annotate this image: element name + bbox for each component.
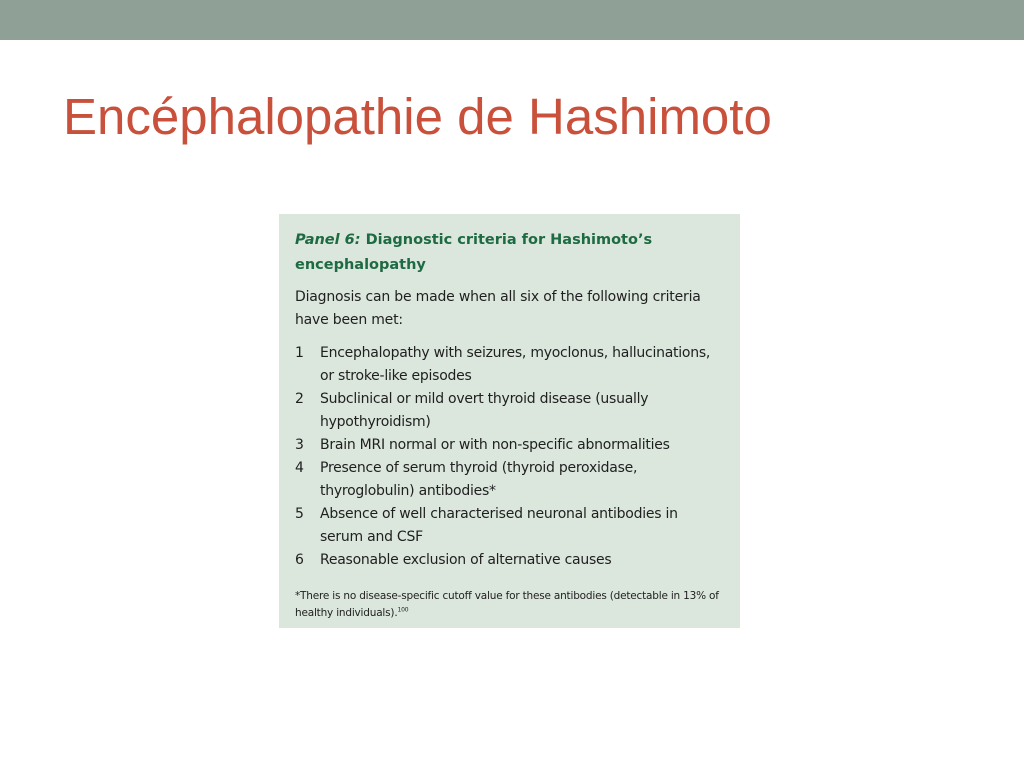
criteria-list xyxy=(295,342,724,572)
footnote-text: *There is no disease-specific cutoff value for these antibodies (detectable in 13% of healthy individuals). xyxy=(295,590,719,619)
slide-title: Encéphalopathie de Hashimoto xyxy=(63,88,772,145)
diagnostic-criteria-panel xyxy=(279,214,740,628)
footnote-reference: 100 xyxy=(397,606,409,614)
criterion-text: Subclinical or mild overt thyroid disease (usually hypothyroidism) xyxy=(320,391,649,430)
criterion-item xyxy=(295,434,724,457)
criterion-item xyxy=(295,503,724,549)
criterion-item xyxy=(295,388,724,434)
criterion-number: 2 xyxy=(295,391,304,407)
criterion-number: 4 xyxy=(295,460,304,476)
criterion-number: 3 xyxy=(295,437,304,453)
criterion-text: Encephalopathy with seizures, myoclonus, hallucinations, or stroke-like episodes xyxy=(320,345,711,384)
panel-footnote xyxy=(295,588,724,622)
panel-heading-text: Diagnostic criteria for Hashimoto’s encephalopathy xyxy=(295,232,653,273)
panel-label: Panel 6: xyxy=(295,232,361,248)
criterion-number: 1 xyxy=(295,345,304,361)
criterion-item xyxy=(295,342,724,388)
panel-intro: Diagnosis can be made when all six of the following criteria have been met: xyxy=(295,289,701,328)
criterion-number: 6 xyxy=(295,552,304,568)
criterion-text: Absence of well characterised neuronal antibodies in serum and CSF xyxy=(320,506,678,545)
panel-heading xyxy=(295,228,724,278)
criterion-number: 5 xyxy=(295,506,304,522)
criterion-text: Brain MRI normal or with non-specific abnormalities xyxy=(320,437,670,453)
top-accent-bar xyxy=(0,0,1024,40)
criterion-item xyxy=(295,549,724,572)
criterion-text: Presence of serum thyroid (thyroid peroxidase, thyroglobulin) antibodies* xyxy=(320,460,638,499)
criterion-item xyxy=(295,457,724,503)
criterion-text: Reasonable exclusion of alternative causes xyxy=(320,552,612,568)
